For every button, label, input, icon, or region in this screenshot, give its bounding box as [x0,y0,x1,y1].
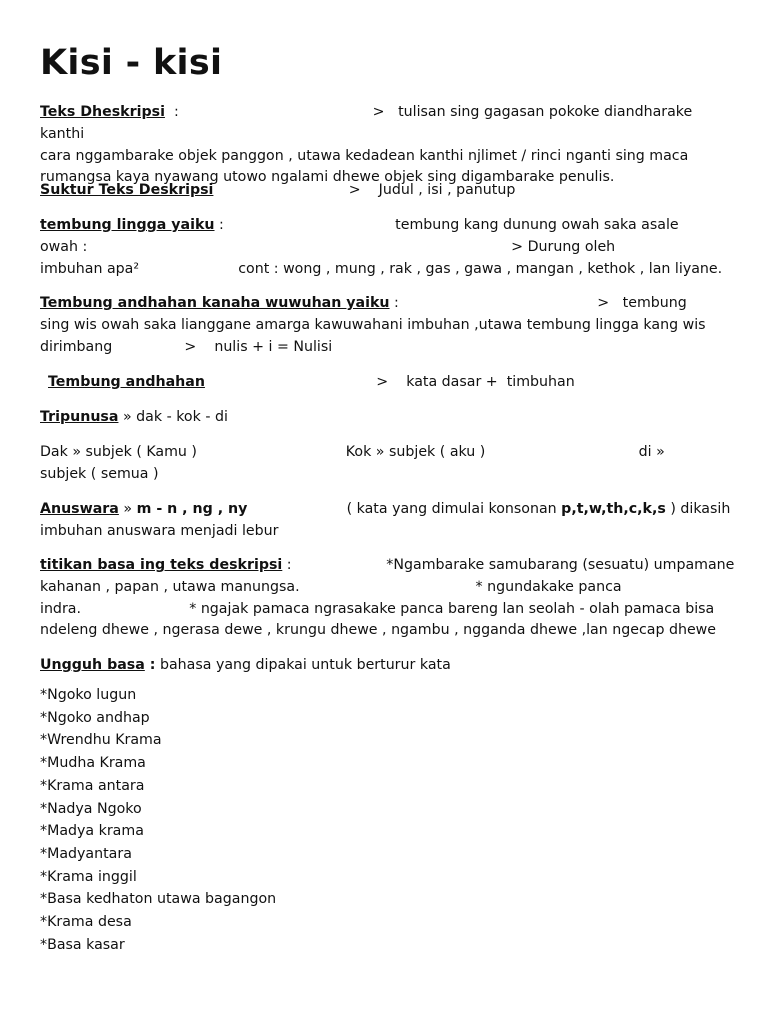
term-label: Suktur Teks Deskripsi [40,182,214,198]
section-ungguh-basa [40,655,740,677]
separator-text: » [118,501,137,517]
list-item: *Krama desa [40,914,132,931]
term-label: Teks Dheskripsi [40,104,165,120]
term-label: Anuswara [40,501,119,517]
page-title: Kisi - kisi [40,43,223,83]
definition-text: : > tembung [389,295,687,311]
paragraph-line: ndeleng dhewe , ngerasa dewe , krungu dhewe , ngambu , ngganda dhewe ,lan ngecap dhewe [40,622,717,639]
section-suktur [40,180,740,202]
paragraph-line: imbuhan apa² cont : wong , mung , rak , gas , gawa , mangan , kethok , lan liyane. [40,260,723,277]
paragraph-line [40,215,740,237]
section-tembung-andhahan [48,372,748,394]
list-item: *Madya krama [40,823,144,840]
list-item: *Basa kasar [40,936,125,953]
list-item: *Ngoko andhap [40,709,150,726]
bold-text: m - n , ng , ny [136,501,248,517]
term-label: titikan basa ing teks deskripsi [40,557,283,573]
paragraph-line: cara nggambarake objek panggon , utawa kedadean kanthi njlimet / rinci nganti sing maca [40,147,689,164]
list-item: *Mudha Krama [40,755,146,772]
section-tembung-andhahan-wuwuhan [40,293,740,358]
paragraph-line: rumangsa kaya nyawang utowo ngalami dhewe objek sing digambarake penulis. [40,169,615,186]
definition-text: : > tulisan sing gagasan pokoke diandharake kanthi [40,104,697,142]
paragraph-line: Dak » subjek ( Kamu ) Kok » subjek ( aku ) di » [40,444,665,460]
paragraph-line: dirimbang > nulis + i = Nulisi [40,338,333,355]
definition-text: » dak - kok - di [118,409,228,425]
paragraph-line [48,372,748,394]
paragraph-line: kahanan , papan , utawa manungsa. * ngundakake panca [40,578,622,595]
paragraph-line [40,102,740,146]
paragraph-line: imbuhan anuswara menjadi lebur [40,522,279,539]
ungguh-basa-list [40,684,740,956]
list-item: *Basa kedhaton utawa bagangon [40,891,277,908]
list-item: *Wrendhu Krama [40,732,162,749]
definition-text: : *Ngambarake samubarang (sesuatu) umpamane [282,557,735,573]
definition-text: ( kata yang dimulai konsonan [247,501,562,517]
paragraph-line: subjek ( semua ) [40,465,159,482]
paragraph-line: sing wis owah saka lianggane amarga kawuwahani imbuhan ,utawa tembung lingga kang wis [40,316,706,333]
paragraph-line [40,655,740,677]
section-subjek [40,442,740,486]
definition-text: > Judul , isi , panutup [213,182,516,198]
list-item: *Krama antara [40,777,145,794]
paragraph-line [40,293,740,315]
section-tripunusa [40,407,740,429]
paragraph-line [40,180,740,202]
term-label: Tembung andhahan [48,374,205,390]
term-label: Tripunusa [40,409,119,425]
paragraph-line: owah : > Durung oleh [40,238,616,255]
bold-text: p,t,w,th,c,k,s [561,501,666,517]
list-item: *Madyantara [40,845,132,862]
term-label: tembung lingga yaiku [40,217,215,233]
section-teks-dheskripsi [40,102,740,189]
definition-text: : tembung kang dunung owah saka asale [214,217,679,233]
list-item: *Krama inggil [40,868,137,885]
definition-text: > kata dasar + timbuhan [204,374,575,390]
list-item: *Ngoko lugun [40,687,137,703]
term-label: Ungguh basa [40,657,145,673]
colon-text: : [144,657,156,673]
paragraph-line [40,555,740,577]
list-item: *Nadya Ngoko [40,800,142,817]
paragraph-line [40,407,740,429]
section-anuswara [40,499,740,543]
definition-text: bahasa yang dipakai untuk berturur kata [155,657,451,673]
section-tembung-lingga [40,215,740,280]
term-label: Tembung andhahan kanaha wuwuhan yaiku [40,295,390,311]
paragraph-line [40,499,740,521]
paragraph-line: indra. * ngajak pamaca ngrasakake panca bareng lan seolah - olah pamaca bisa [40,600,715,617]
section-titikan-basa [40,555,740,642]
definition-text: ) dikasih [665,501,731,517]
